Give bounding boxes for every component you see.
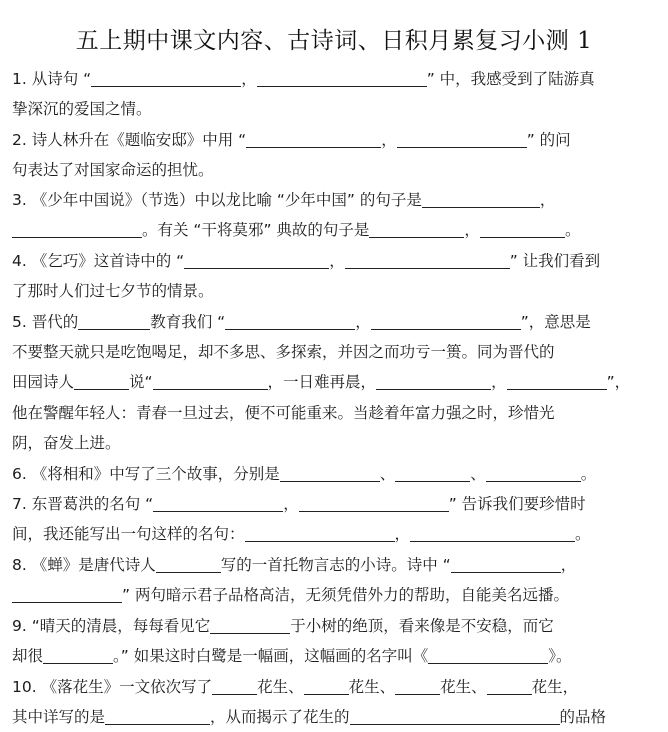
answer-blank[interactable] xyxy=(225,311,355,330)
line-text: 6. 《将相和》中写了三个故事，分别是 xyxy=(12,465,280,483)
line-text: ， xyxy=(283,495,299,513)
line-text: ，从而揭示了花生的 xyxy=(210,708,350,726)
line-text: 田园诗人 xyxy=(12,373,75,391)
line-text: 说“ xyxy=(129,373,153,391)
answer-blank[interactable] xyxy=(280,463,380,482)
text-line xyxy=(12,398,662,428)
line-text: 5. 晋代的 xyxy=(12,313,79,331)
line-text: 。 xyxy=(575,525,591,543)
text-line xyxy=(12,185,662,215)
text-line xyxy=(12,64,662,94)
line-text: 教育我们 “ xyxy=(150,313,226,331)
line-text: 、 xyxy=(379,465,396,483)
text-line xyxy=(12,672,662,702)
text-line xyxy=(12,702,662,732)
answer-blank[interactable] xyxy=(212,676,257,695)
answer-blank[interactable] xyxy=(184,250,329,269)
text-line xyxy=(12,611,662,641)
line-text: 9. “晴天的清晨，每每看见它 xyxy=(12,617,211,635)
line-text: ， xyxy=(394,525,411,543)
answer-blank[interactable] xyxy=(486,463,581,482)
answer-blank[interactable] xyxy=(299,493,449,512)
line-text: 》。 xyxy=(548,647,572,665)
text-line xyxy=(12,641,662,671)
line-text: 他在警醒年轻人：青春一旦过去，便不可能重来。当趁着年富力强之时，珍惜光 xyxy=(12,404,555,422)
line-text: 。” 如果这时白鹭是一幅画，这幅画的名字叫《 xyxy=(113,647,429,665)
answer-blank[interactable] xyxy=(12,584,122,603)
answer-blank[interactable] xyxy=(91,68,241,87)
line-text: ， xyxy=(464,221,480,239)
answer-blank[interactable] xyxy=(246,129,381,148)
answer-blank[interactable] xyxy=(78,311,150,330)
text-line xyxy=(12,519,662,549)
line-text: ” 两句暗示君子品格高洁，无须凭借外力的帮助，自能美名远播。 xyxy=(122,586,569,604)
answer-blank[interactable] xyxy=(153,371,268,390)
line-text: ” 让我们看到 xyxy=(509,252,601,270)
answer-blank[interactable] xyxy=(105,706,210,725)
answer-blank[interactable] xyxy=(507,371,607,390)
line-text: 句表达了对国家命运的担忧。 xyxy=(12,161,214,179)
answer-blank[interactable] xyxy=(395,463,470,482)
line-text: 花生， xyxy=(531,678,579,696)
text-line xyxy=(12,307,662,337)
line-text: ，一日难再晨， xyxy=(267,373,377,391)
line-text: 其中详写的是 xyxy=(12,708,106,726)
answer-blank[interactable] xyxy=(257,68,427,87)
line-text: 2. 诗人林升在《题临安邸》中用 “ xyxy=(12,131,247,149)
line-text: ， xyxy=(560,556,577,574)
text-line xyxy=(12,367,662,397)
text-line xyxy=(12,550,662,580)
line-text: 、 xyxy=(470,465,486,483)
answer-blank[interactable] xyxy=(245,523,395,542)
text-line xyxy=(12,94,662,124)
line-text: ， xyxy=(241,70,257,88)
text-line xyxy=(12,246,662,276)
line-text: 写的一首托物言志的小诗。诗中 “ xyxy=(220,556,451,574)
line-text: 。有关 “干将莫邪” 典故的句子是 xyxy=(142,221,370,239)
answer-blank[interactable] xyxy=(376,371,491,390)
line-text: ， xyxy=(539,191,556,209)
answer-blank[interactable] xyxy=(487,676,532,695)
line-text: ， xyxy=(355,313,371,331)
text-line xyxy=(12,155,662,185)
line-text: 。 xyxy=(564,221,581,239)
line-text: ”，意思是 xyxy=(520,313,591,331)
line-text: 阴，奋发上进。 xyxy=(12,434,121,452)
text-line xyxy=(12,489,662,519)
line-text: 8. 《蝉》是唐代诗人 xyxy=(12,556,156,574)
line-text: 挚深沉的爱国之情。 xyxy=(12,100,152,118)
answer-blank[interactable] xyxy=(210,615,290,634)
answer-blank[interactable] xyxy=(395,676,440,695)
page-title: 五上期中课文内容、古诗词、日积月累复习小测 1 xyxy=(75,28,593,54)
line-text: ” 中，我感受到了陆游真 xyxy=(426,70,595,88)
line-text: ” 的问 xyxy=(526,131,571,149)
text-line xyxy=(12,459,662,489)
answer-blank[interactable] xyxy=(345,250,510,269)
text-line xyxy=(12,276,662,306)
answer-blank[interactable] xyxy=(397,129,527,148)
line-text: 不要整天就只是吃饱喝足，却不多思、多探索，并因之而功亏一篑。同为晋代的 xyxy=(12,343,555,361)
line-text: ”， xyxy=(606,373,631,391)
line-text: 间，我还能写出一句这样的名句： xyxy=(12,525,245,543)
line-text: 1. 从诗句 “ xyxy=(12,70,92,88)
line-text: ， xyxy=(491,373,507,391)
line-text: 3. 《少年中国说》（节选）中以龙比喻 “少年中国” 的句子是 xyxy=(12,191,422,209)
answer-blank[interactable] xyxy=(350,706,560,725)
text-line xyxy=(12,215,662,245)
line-text: 了那时人们过七夕节的情景。 xyxy=(12,282,214,300)
line-text: 花生、 xyxy=(257,678,304,696)
line-text: 。 xyxy=(580,465,597,483)
answer-blank[interactable] xyxy=(369,219,464,238)
text-line xyxy=(12,428,662,458)
line-text: ， xyxy=(381,131,397,149)
line-text: ” 告诉我们要珍惜时 xyxy=(448,495,586,513)
line-text: 于小树的绝顶，看来像是不安稳，而它 xyxy=(290,617,554,635)
answer-blank[interactable] xyxy=(156,554,221,573)
answer-blank[interactable] xyxy=(422,189,540,208)
answer-blank[interactable] xyxy=(371,311,521,330)
line-text: 的品格 xyxy=(559,708,607,726)
line-text: 4. 《乞巧》这首诗中的 “ xyxy=(12,252,185,270)
text-line xyxy=(12,580,662,610)
line-text: ， xyxy=(329,252,345,270)
answer-blank[interactable] xyxy=(480,219,565,238)
line-text: 花生、 xyxy=(440,678,487,696)
answer-blank[interactable] xyxy=(153,493,283,512)
answer-blank[interactable] xyxy=(74,371,129,390)
answer-blank[interactable] xyxy=(304,676,349,695)
answer-blank[interactable] xyxy=(43,645,113,664)
line-text: 却很 xyxy=(12,647,44,665)
text-line xyxy=(12,337,662,367)
answer-blank[interactable] xyxy=(12,219,142,238)
line-text: 10. 《落花生》一文依次写了 xyxy=(12,678,213,696)
answer-blank[interactable] xyxy=(451,554,561,573)
line-text: 花生、 xyxy=(348,678,396,696)
answer-blank[interactable] xyxy=(410,523,575,542)
text-line xyxy=(12,125,662,155)
line-text: 7. 东晋葛洪的名句 “ xyxy=(12,495,154,513)
answer-blank[interactable] xyxy=(428,645,548,664)
